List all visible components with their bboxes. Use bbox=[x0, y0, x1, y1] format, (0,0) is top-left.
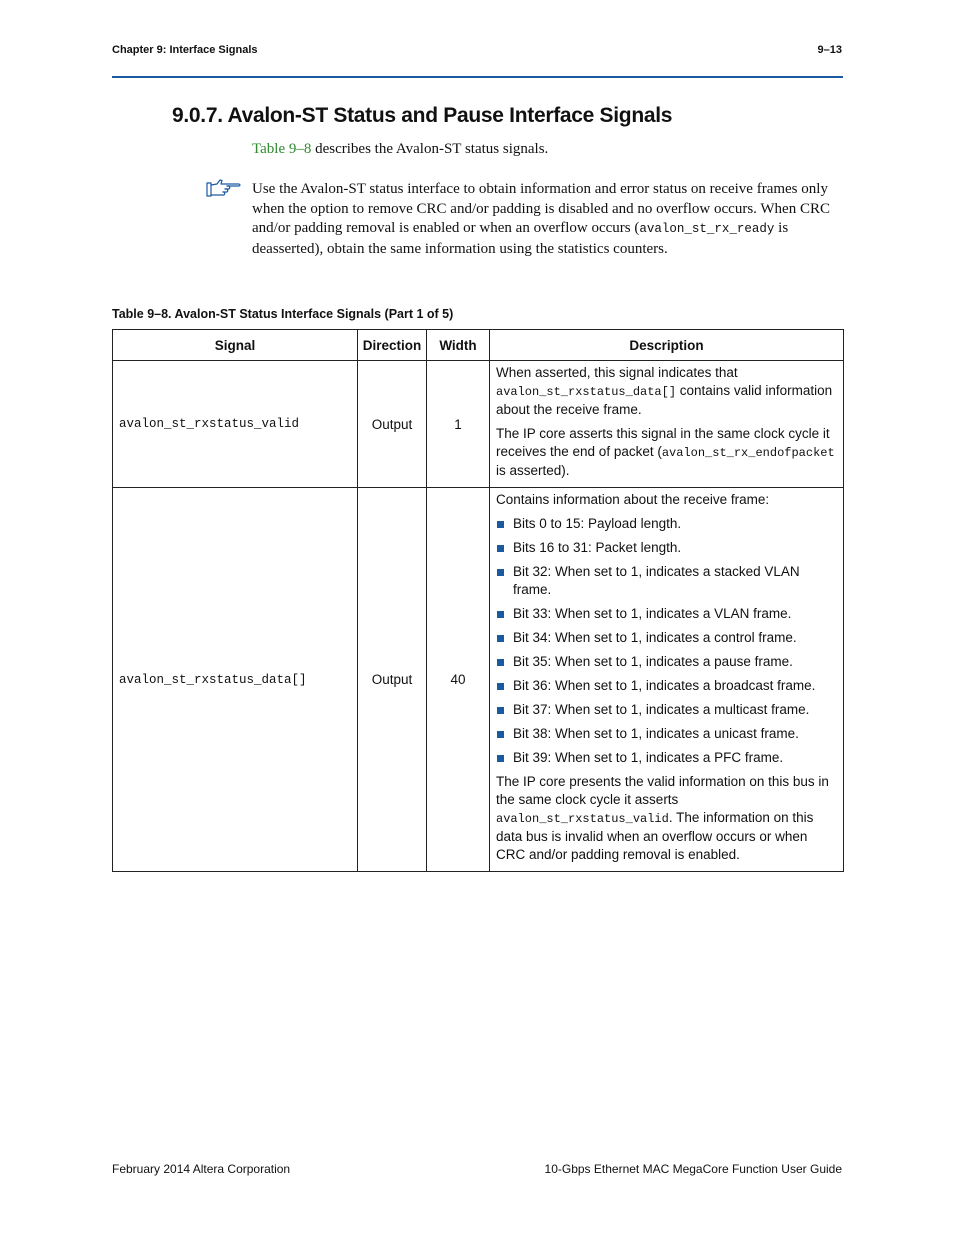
table-header-row bbox=[113, 330, 844, 361]
footer-date-publisher: February 2014 Altera Corporation bbox=[112, 1162, 291, 1176]
header-description: Description bbox=[490, 330, 844, 361]
running-header-chapter: Chapter 9: Interface Signals bbox=[112, 44, 258, 56]
description-paragraph: The IP core asserts this signal in the same clock cycle it receives the end of packet (avalon_st_rx_endofpacket is asserted). bbox=[496, 426, 835, 478]
footer-document-title: 10-Gbps Ethernet MAC MegaCore Function User Guide bbox=[544, 1162, 842, 1176]
description-paragraph: Contains information about the receive frame: bbox=[496, 492, 770, 507]
square-bullet-icon bbox=[497, 683, 504, 690]
square-bullet-icon bbox=[497, 569, 504, 576]
code-ref: avalon_st_rxstatus_valid bbox=[496, 812, 669, 826]
list-item: Bit 32: When set to 1, indicates a stacked VLAN frame. bbox=[496, 563, 837, 599]
square-bullet-icon bbox=[497, 755, 504, 762]
square-bullet-icon bbox=[497, 659, 504, 666]
signal-width: 40 bbox=[427, 488, 490, 872]
list-item: Bit 33: When set to 1, indicates a VLAN frame. bbox=[496, 605, 837, 623]
section-intro bbox=[252, 141, 548, 158]
signal-name: avalon_st_rxstatus_valid bbox=[113, 361, 358, 488]
running-header-page-number: 9–13 bbox=[817, 44, 842, 56]
list-item: Bit 34: When set to 1, indicates a control frame. bbox=[496, 629, 837, 647]
signal-direction: Output bbox=[358, 488, 427, 872]
bit-field-list bbox=[496, 515, 837, 767]
header-signal: Signal bbox=[113, 330, 358, 361]
code-ref: avalon_st_rxstatus_data[] bbox=[496, 385, 677, 399]
square-bullet-icon bbox=[497, 731, 504, 738]
description-paragraph: When asserted, this signal indicates that avalon_st_rxstatus_data[] contains valid information about the receive frame. bbox=[496, 365, 833, 417]
list-item: Bit 35: When set to 1, indicates a pause frame. bbox=[496, 653, 837, 671]
square-bullet-icon bbox=[497, 521, 504, 528]
square-bullet-icon bbox=[497, 611, 504, 618]
table-caption: Table 9–8. Avalon-ST Status Interface Signals (Part 1 of 5) bbox=[112, 307, 454, 321]
signal-direction: Output bbox=[358, 361, 427, 488]
pointing-hand-icon bbox=[205, 178, 243, 198]
list-item: Bits 0 to 15: Payload length. bbox=[496, 515, 837, 533]
table-row bbox=[113, 488, 844, 872]
list-item: Bit 38: When set to 1, indicates a unicast frame. bbox=[496, 725, 837, 743]
intro-text: describes the Avalon-ST status signals. bbox=[311, 141, 549, 157]
table-link[interactable]: Table 9–8 bbox=[252, 141, 312, 157]
square-bullet-icon bbox=[497, 635, 504, 642]
note-code: avalon_st_rx_ready bbox=[639, 222, 775, 236]
description-paragraph: The IP core presents the valid information on this bus in the same clock cycle it asserts avalon_st_rxstatus_valid. The information on this data bus is invalid when an overflow occurs or when CRC and/or padding removal is enabled. bbox=[496, 774, 829, 862]
list-item: Bit 39: When set to 1, indicates a PFC frame. bbox=[496, 749, 837, 767]
square-bullet-icon bbox=[497, 545, 504, 552]
list-item: Bits 16 to 31: Packet length. bbox=[496, 539, 837, 557]
list-item: Bit 36: When set to 1, indicates a broadcast frame. bbox=[496, 677, 837, 695]
list-item: Bit 37: When set to 1, indicates a multicast frame. bbox=[496, 701, 837, 719]
signal-table bbox=[112, 329, 844, 872]
note-text: Use the Avalon-ST status interface to obtain information and error status on receive frames only when the option to remove CRC and/or padding is disabled and no overflow occurs. When CRC and/or padding removal is enabled or when an overflow occurs (avalon_st_rx_ready is deasserted), obtain the same information using the statistics counters. bbox=[252, 181, 830, 257]
table-row bbox=[113, 361, 844, 488]
signal-description bbox=[490, 488, 844, 872]
square-bullet-icon bbox=[497, 707, 504, 714]
code-ref: avalon_st_rx_endofpacket bbox=[661, 446, 835, 460]
signal-width: 1 bbox=[427, 361, 490, 488]
header-rule bbox=[112, 76, 843, 78]
signal-description bbox=[490, 361, 844, 488]
signal-name: avalon_st_rxstatus_data[] bbox=[113, 488, 358, 872]
section-title: 9.0.7. Avalon-ST Status and Pause Interface Signals bbox=[172, 104, 673, 127]
header-direction: Direction bbox=[358, 330, 427, 361]
header-width: Width bbox=[427, 330, 490, 361]
